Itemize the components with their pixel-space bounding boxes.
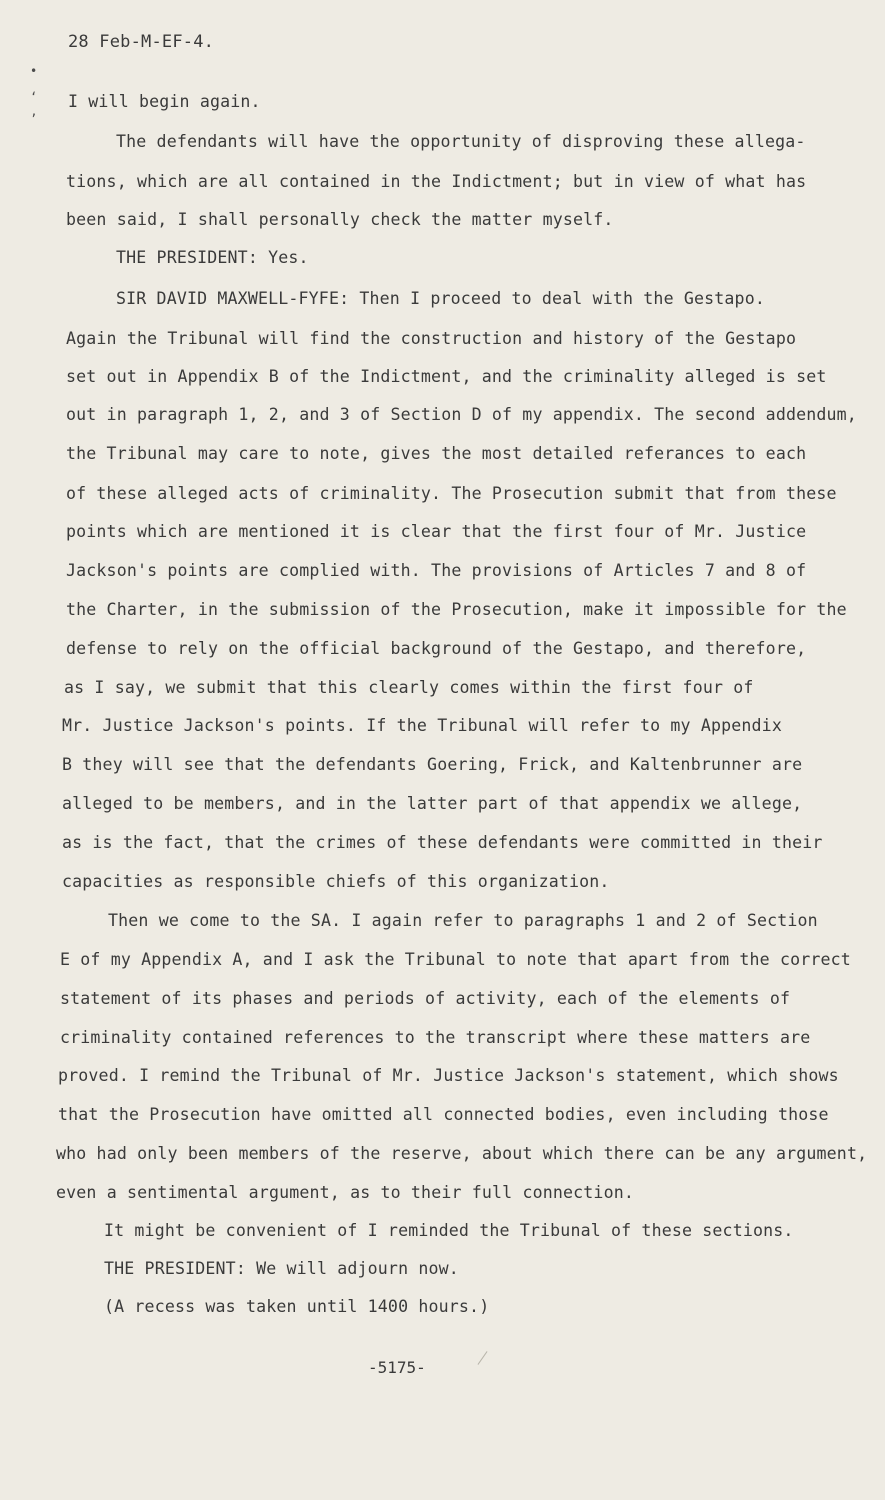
text-line: the Charter, in the submission of the Prosecution, make it impossible for the bbox=[66, 600, 847, 619]
text-line: The defendants will have the opportunity of disproving these allega- bbox=[116, 132, 806, 151]
text-line: of these alleged acts of criminality. The Prosecution submit that from these bbox=[66, 484, 837, 503]
text-line: SIR DAVID MAXWELL-FYFE: Then I proceed to deal with the Gestapo. bbox=[116, 289, 765, 308]
text-line: the Tribunal may care to note, gives the most detailed referances to each bbox=[66, 444, 807, 463]
margin-mark: • bbox=[30, 64, 38, 78]
text-line: even a sentimental argument, as to their full connection. bbox=[56, 1183, 634, 1202]
text-line: I will begin again. bbox=[68, 92, 261, 111]
text-line: criminality contained references to the transcript where these matters are bbox=[60, 1028, 811, 1047]
text-line: THE PRESIDENT: We will adjourn now. bbox=[104, 1259, 459, 1278]
pencil-stroke bbox=[478, 1351, 488, 1365]
text-line: (A recess was taken until 1400 hours.) bbox=[104, 1297, 490, 1316]
text-line: statement of its phases and periods of activity, each of the elements of bbox=[60, 989, 791, 1008]
text-line: who had only been members of the reserve, about which there can be any argument, bbox=[56, 1144, 868, 1163]
text-line: Mr. Justice Jackson's points. If the Tribunal will refer to my Appendix bbox=[62, 716, 782, 735]
text-line: tions, which are all contained in the Indictment; but in view of what has bbox=[66, 172, 807, 191]
text-line: Again the Tribunal will find the construction and history of the Gestapo bbox=[66, 329, 797, 348]
page-number: -5175- bbox=[368, 1358, 426, 1377]
text-line: points which are mentioned it is clear that the first four of Mr. Justice bbox=[66, 522, 807, 541]
margin-mark: ‘ bbox=[30, 90, 38, 104]
text-line: capacities as responsible chiefs of this organization. bbox=[62, 872, 610, 891]
text-line: as is the fact, that the crimes of these defendants were committed in their bbox=[62, 833, 823, 852]
text-line: It might be convenient of I reminded the Tribunal of these sections. bbox=[104, 1221, 794, 1240]
text-line: alleged to be members, and in the latter part of that appendix we allege, bbox=[62, 794, 803, 813]
text-line: proved. I remind the Tribunal of Mr. Justice Jackson's statement, which shows bbox=[58, 1066, 839, 1085]
text-line: THE PRESIDENT: Yes. bbox=[116, 248, 309, 267]
text-line: defense to rely on the official background of the Gestapo, and therefore, bbox=[66, 639, 807, 658]
text-line: as I say, we submit that this clearly comes within the first four of bbox=[64, 678, 754, 697]
text-line: Jackson's points are complied with. The provisions of Articles 7 and 8 of bbox=[66, 561, 807, 580]
margin-mark: ’ bbox=[30, 112, 38, 126]
document-reference: 28 Feb-M-EF-4. bbox=[68, 32, 215, 52]
text-line: that the Prosecution have omitted all connected bodies, even including those bbox=[58, 1105, 829, 1124]
text-line: E of my Appendix A, and I ask the Tribunal to note that apart from the correct bbox=[60, 950, 851, 969]
text-line: B they will see that the defendants Goering, Frick, and Kaltenbrunner are bbox=[62, 755, 803, 774]
text-line: set out in Appendix B of the Indictment, and the criminality alleged is set bbox=[66, 367, 827, 386]
text-line: out in paragraph 1, 2, and 3 of Section D of my appendix. The second addendum, bbox=[66, 405, 857, 424]
text-line: been said, I shall personally check the matter myself. bbox=[66, 210, 614, 229]
text-line: Then we come to the SA. I again refer to paragraphs 1 and 2 of Section bbox=[108, 911, 818, 930]
